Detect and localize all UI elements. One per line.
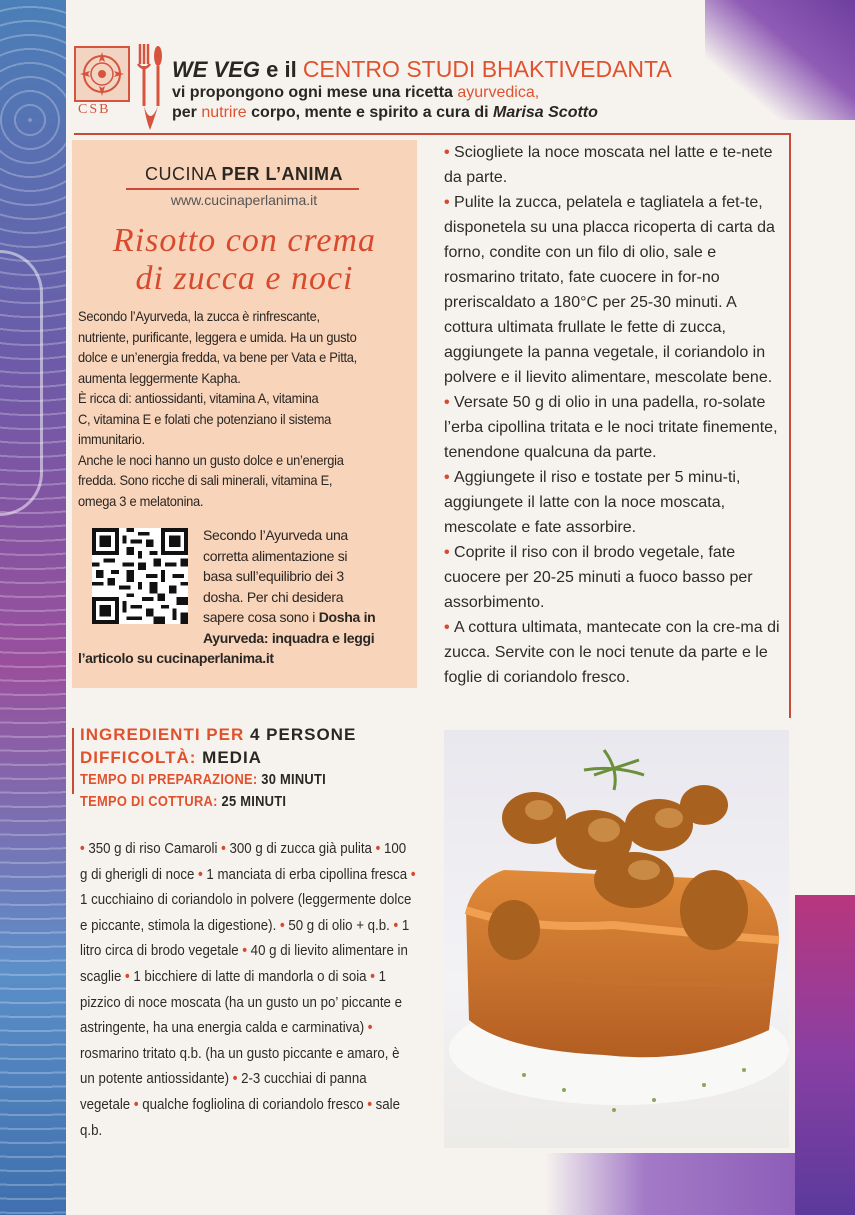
subtitle-text: vi propongono ogni mese una ricetta [172,84,458,101]
bullet-icon: • [444,544,455,561]
ingredient-item: 1 litro circa di brodo vegetale [80,916,410,960]
intro-line: fredda. Sono ricche di sali minerali, vitamina E, [78,472,333,488]
bullet-icon: • [367,1095,376,1113]
bullet-icon: • [410,865,416,883]
intro-line: Secondo l’Ayurveda, la zucca è rinfrescante, [78,308,320,324]
website-url: www.cucinaperlanima.it [170,192,318,208]
qr-line: dosha. Per chi desidera [203,588,344,605]
bullet-icon: • [80,840,89,857]
ingredient-item: 50 g di olio + q.b. [288,916,390,934]
header-divider [74,133,791,135]
brand-bold: PER L’ANIMA [221,164,344,184]
ingredient-list [80,836,416,1143]
intro-line: Anche le noci hanno un gusto dolce e un’energia [78,451,344,468]
heading-label: TEMPO DI COTTURA: [80,793,222,810]
qr-line: corretta alimentazione si [203,547,348,564]
step-item [444,465,782,540]
risotto-illustration [444,730,789,1148]
intro-line: nutriente, purificante, leggera e umida. Ha un gusto [78,328,357,345]
step-text: Versate 50 g di olio in una padella, ro-solate l’erba cipollina tritata e le noci tritate finemente, tenendone qualcuna da parte. [444,394,778,461]
ingredient-item: qualche fogliolina di coriandolo fresco [142,1095,364,1113]
bullet-icon: • [221,840,230,857]
left-ornament [0,250,43,516]
qr-line: basa sull’equilibrio dei 3 [203,568,344,584]
bullet-icon: • [375,840,384,857]
bullet-icon: • [444,144,455,161]
left-decorative-border [0,0,66,1215]
recipe-title-line2: di zucca e noci [135,260,354,297]
bullet-icon: • [367,1019,373,1037]
bullet-icon: • [393,916,402,934]
ingredient-item: 2-3 cucchiai di panna vegetale [80,1070,367,1113]
prep-time-heading [80,771,326,788]
column-divider [789,133,791,718]
qr-line: Secondo l’Ayurveda una [203,527,348,543]
step-item [444,140,782,190]
centro-studi-name: CENTRO STUDI BHAKTIVEDANTA [302,56,672,82]
recipe-intro-box [72,140,417,688]
intro-line: C, vitamina E e folati che potenziano il sistema [78,410,332,427]
step-text: Aggiungete il riso e tostate per 5 minu-ti, aggiungete il latte con la noce moscata, mescolate e fate assorbire. [444,469,741,536]
recipe-title-line1: Risotto con crema [112,222,377,259]
subtitle-text: per [172,104,202,121]
heading-value: MEDIA [202,748,262,767]
step-item [444,615,782,690]
header-subtitle-2 [172,104,598,122]
header-title [172,56,672,83]
page-header [74,36,809,134]
ingredient-item: 100 g di gherigli di noce [80,840,407,883]
servings-heading [80,725,356,745]
subtitle-highlight: ayurvedica, [457,84,540,101]
author-name: Marisa Scotto [492,104,598,121]
ingredient-item: rosmarino tritato q.b. (ha un gusto piccante e amaro, è un potente antiossidante) [80,1044,400,1088]
mandala-icon [76,48,128,100]
step-text: A cottura ultimata, mantecate con la cre-ma di zucca. Servite con le noci tenute da parte e le foglie di coriandolo fresco. [444,619,780,686]
intro-line: dolce e un’energia fredda, va bene per Vata e Pitta, [78,349,357,365]
difficulty-heading [80,748,262,768]
intro-line: omega 3 e melatonina. [78,492,204,509]
qr-line: sapere cosa sono i [203,609,319,625]
heading-label: DIFFICOLTÀ: [80,748,203,767]
brand-label [126,164,362,185]
ingredient-item: 350 g di riso Camaroli [88,840,218,857]
step-text: Pulite la zucca, pelatela e tagliatela a fet-te, disponetela su una placca ricoperta di carta da forno, condite con un filo di olio, sale e rosmarino tritato, fate cuocere in for-no preriscaldato a 180°C per 25-30 minuti. A cottura ultimata frullate le fette di zucca, aggiungete la panna vegetale, il coriandolo in polvere e il lievito alimentare, mescolate bene. [444,194,775,386]
heading-label: INGREDIENTI PER [80,725,250,744]
recipe-steps [444,140,782,690]
ingredient-item: sale q.b. [80,1095,401,1139]
fork-spoon-icon [134,42,164,130]
subtitle-text: corpo, mente e spirito a cura di [246,104,493,121]
heading-value: 25 MINUTI [221,793,287,810]
bullet-icon: • [444,394,455,411]
heading-value: 4 PERSONE [249,725,357,744]
intro-line: immunitario. [78,431,145,447]
bottom-decoration [545,1153,795,1215]
ingredient-item: 300 g di zucca già pulita [229,840,372,857]
subtitle-highlight: nutrire [201,104,247,121]
brand-part: CUCINA [144,164,222,184]
ingredient-item: 40 g di lievito alimentare in scaglie [80,942,408,985]
intro-line: aumenta leggermente Kapha. [78,369,241,386]
bullet-icon: • [279,916,289,934]
dish-photo [444,730,789,1148]
logo-label: CSB [78,102,111,117]
bullet-icon: • [133,1095,143,1113]
header-subtitle-1 [172,84,539,102]
bullet-icon: • [198,865,207,883]
csb-logo [74,46,130,102]
we-veg-brand: WE VEG [172,57,261,82]
ingredients-marker [72,728,74,794]
step-item [444,390,782,465]
qr-bold: Ayurveda: inquadra e leggi [203,629,375,646]
bullet-icon: • [242,942,251,960]
bullet-icon: • [444,469,455,486]
right-decorative-border [795,895,855,1215]
heading-label: TEMPO DI PREPARAZIONE: [80,771,262,788]
intro-line: È ricca di: antiossidanti, vitamina A, vitamina [78,390,319,406]
intro-text [78,306,412,511]
step-text: Sciogliete la noce moscata nel latte e te-nete da parte. [444,144,773,186]
qr-bold: Dosha in [318,609,376,625]
heading-value: 30 MINUTI [261,771,326,788]
step-text: Coprite il riso con il brodo vegetale, fate cuocere per 20-25 minuti a fuoco basso per assorbimento. [444,544,753,611]
ingredient-item: 1 manciata di erba cipollina fresca [206,865,408,883]
step-item [444,540,782,615]
step-item [444,190,782,390]
cook-time-heading [80,793,286,810]
bullet-icon: • [444,194,455,211]
qr-link-text: l’articolo su cucinaperlanima.it [78,650,274,666]
qr-code[interactable] [92,528,188,624]
bullet-icon: • [232,1070,242,1088]
bullet-icon: • [444,619,455,636]
bullet-icon: • [370,967,379,985]
bullet-icon: • [125,967,134,985]
ingredient-item: 1 bicchiere di latte di mandorla o di soia [133,967,367,985]
qr-caption [203,525,403,648]
header-conj: e il [260,57,303,82]
brand-underline [126,188,359,190]
ingredient-item: 1 pizzico di noce moscata (ha un gusto un po’ piccante e astringente, ha una energia calda e carminativa) [80,967,403,1037]
ingredient-item: 1 cucchiaino di coriandolo in polvere (leggermente dolce e piccante, stimola la digestione). [80,891,412,934]
